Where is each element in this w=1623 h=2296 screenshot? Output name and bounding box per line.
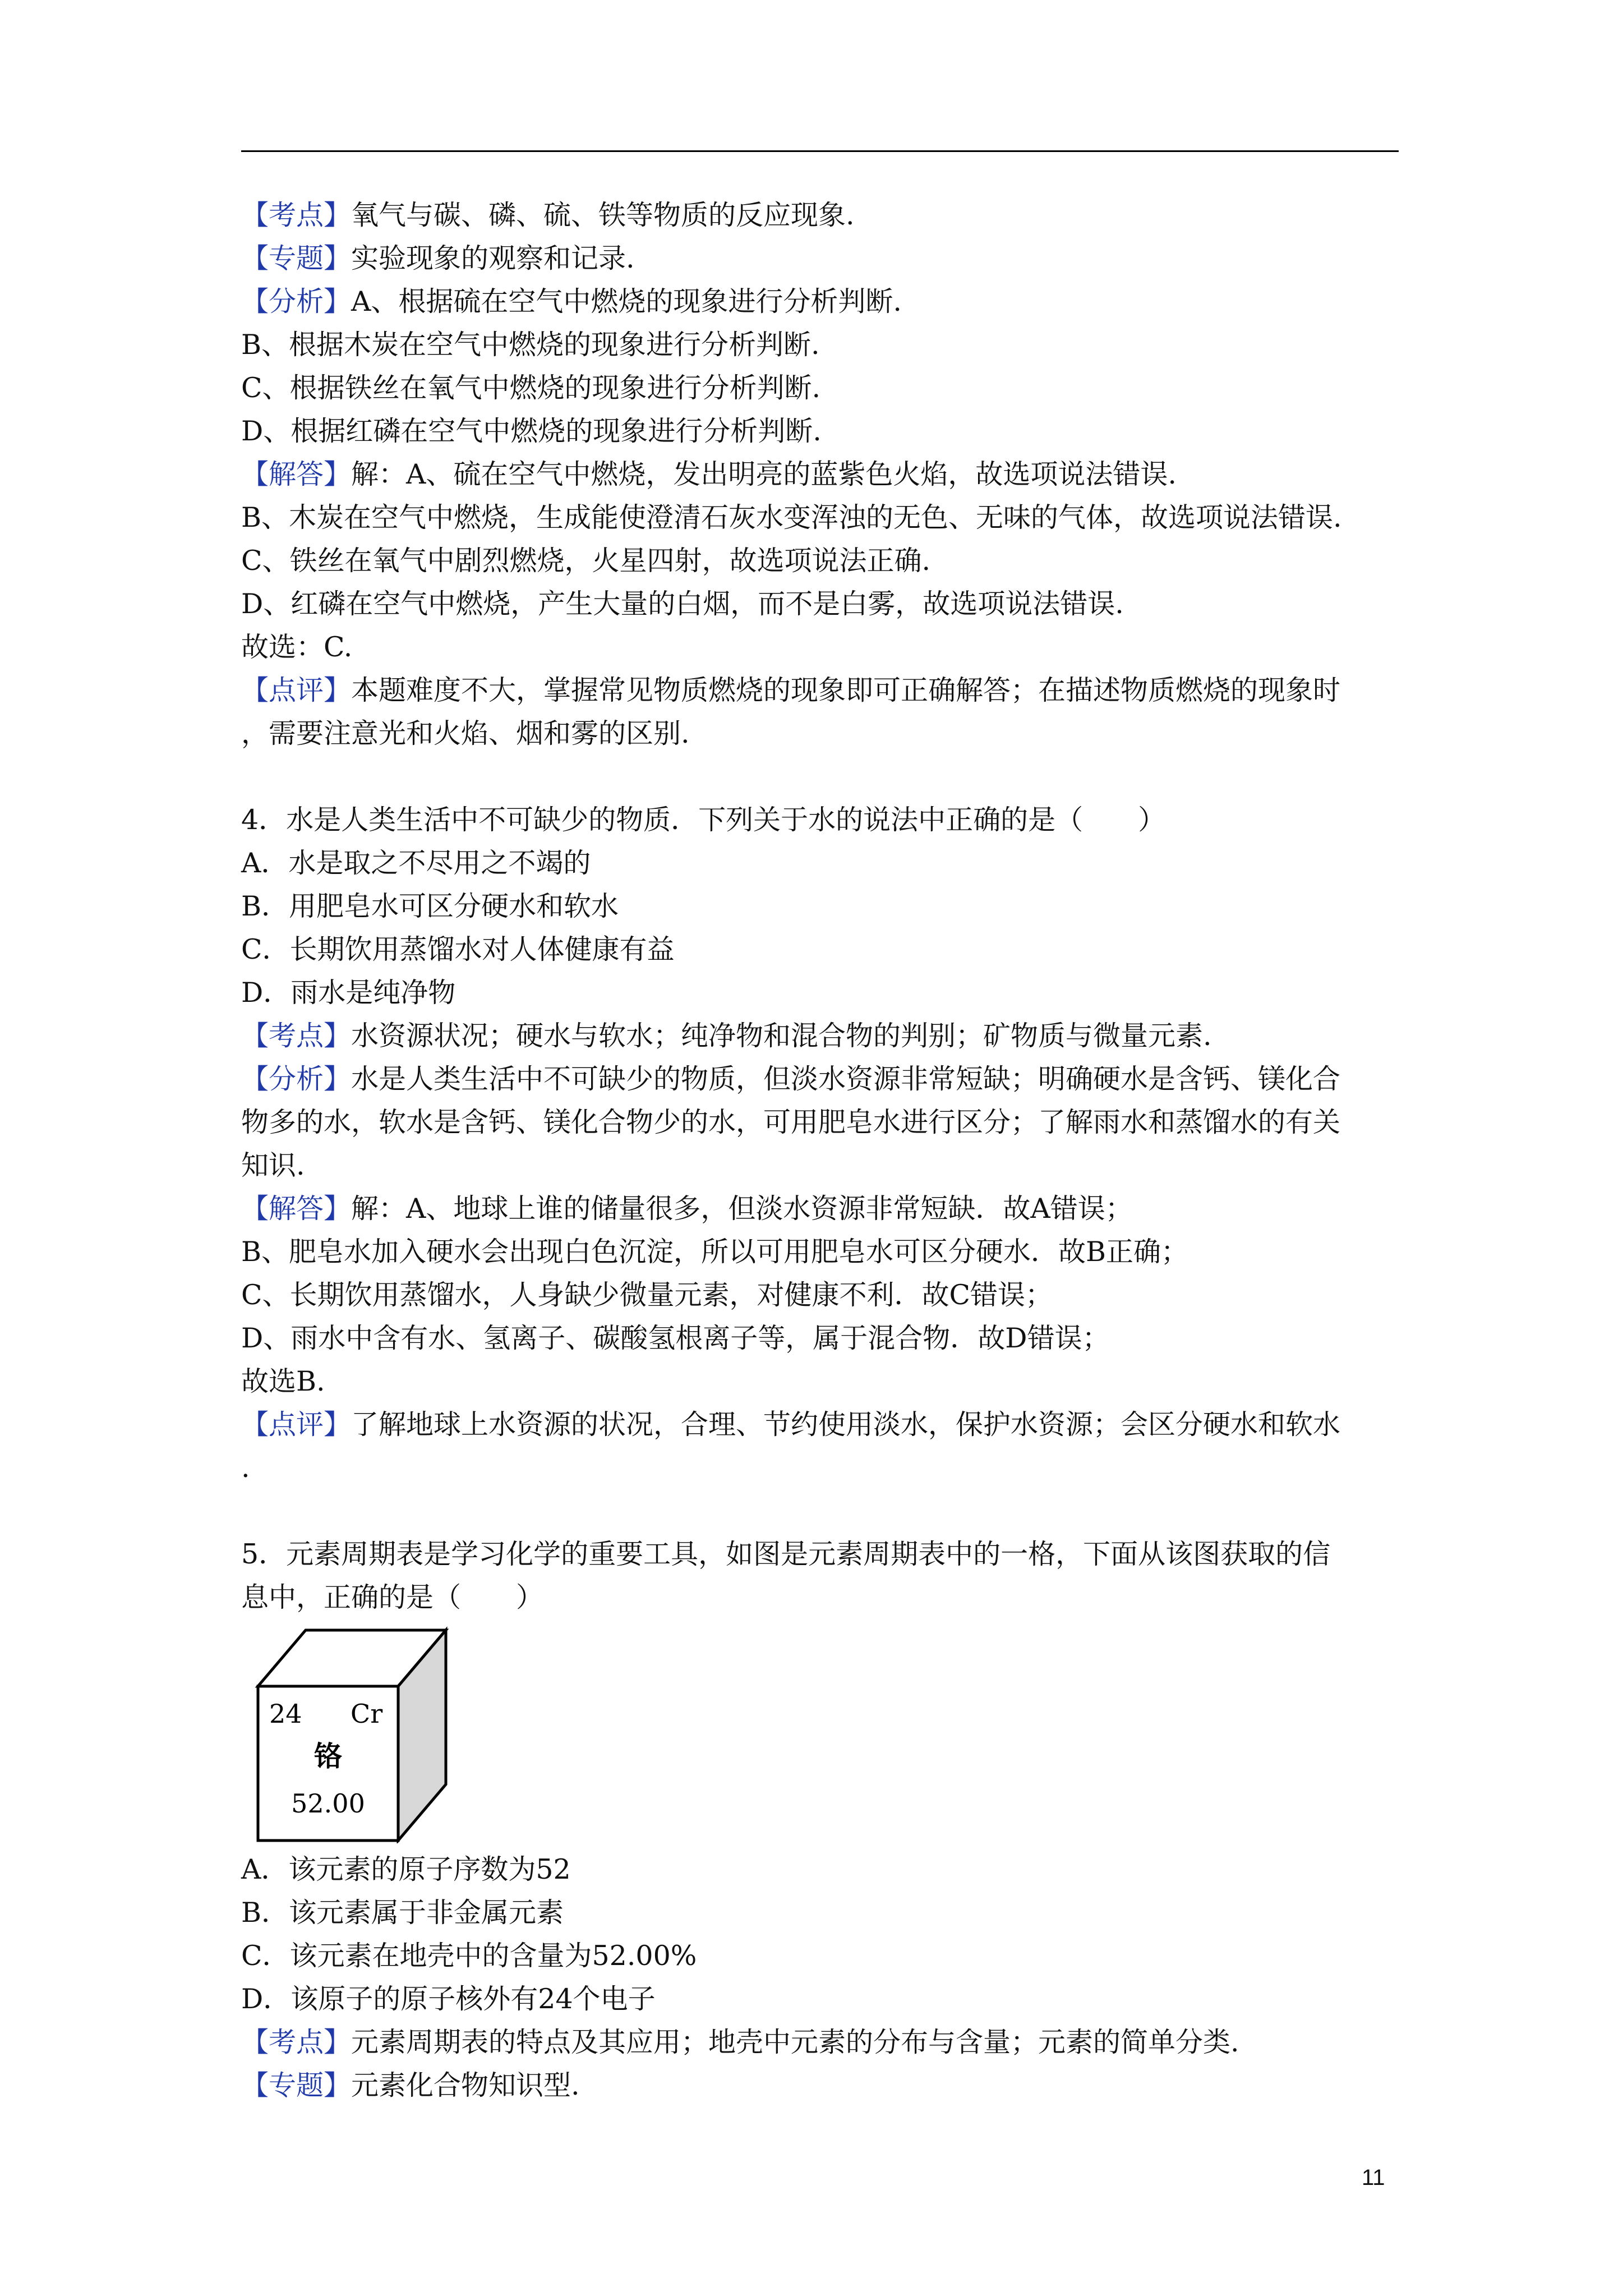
q4-answer: 故选B. <box>241 1365 325 1397</box>
kaodian-text: 水资源状况；硬水与软水；纯净物和混合物的判别；矿物质与微量元素. <box>351 1020 1212 1052</box>
q4-option-b: B．用肥皂水可区分硬水和软水 <box>241 890 619 922</box>
q3-zhuanti <box>241 237 1399 280</box>
q3-fenxi-c: C、根据铁丝在氧气中燃烧的现象进行分析判断. <box>241 372 821 404</box>
q4-fenxi <box>241 1057 1399 1101</box>
element-mass: 52.00 <box>291 1788 365 1819</box>
jieda-text: 解：A、地球上谁的储量很多，但淡水资源非常短缺．故A错误； <box>351 1193 1133 1225</box>
q3-jieda <box>241 453 1399 496</box>
zhuanti-tag: 【专题】 <box>241 2069 352 2101</box>
q5-zhuanti <box>241 2064 1399 2107</box>
q4-jieda-c: C、长期饮用蒸馏水，人身缺少微量元素，对健康不利．故C错误； <box>241 1279 1053 1311</box>
kaodian-tag: 【考点】 <box>241 1020 352 1052</box>
q3-jieda-c: C、铁丝在氧气中剧烈燃烧，火星四射，故选项说法正确. <box>241 545 931 577</box>
fenxi-tag: 【分析】 <box>241 1063 352 1095</box>
element-cube <box>252 1625 454 1843</box>
header-rule <box>241 150 1399 152</box>
q4-dianping <box>241 1403 1399 1446</box>
spacer <box>241 1489 1399 1533</box>
document-page <box>241 194 1399 2107</box>
q3-jieda-b: B、木炭在空气中燃烧，生成能使澄清石灰水变浑浊的无色、无味的气体，故选项说法错误. <box>241 501 1342 533</box>
q4-option-d: D．雨水是纯净物 <box>241 977 456 1009</box>
q3-fenxi-d: D、根据红磷在空气中燃烧的现象进行分析判断. <box>241 415 822 447</box>
q5-option-d: D．该原子的原子核外有24个电子 <box>241 1983 656 2015</box>
jieda-tag: 【解答】 <box>241 1193 352 1225</box>
q3-dianping-2: ，需要注意光和火焰、烟和雾的区别. <box>241 717 690 749</box>
jieda-text: 解：A、硫在空气中燃烧，发出明亮的蓝紫色火焰，故选项说法错误. <box>351 458 1177 490</box>
q4-jieda <box>241 1187 1399 1230</box>
page-number: 11 <box>1362 2165 1385 2190</box>
q3-kaodian <box>241 194 1399 237</box>
q3-fenxi <box>241 280 1399 323</box>
q5-stem-2: 息中，正确的是（ ） <box>241 1581 544 1613</box>
q3-jieda-d: D、红磷在空气中燃烧，产生大量的白烟，而不是白雾，故选项说法错误. <box>241 588 1124 620</box>
q5-option-b: B．该元素属于非金属元素 <box>241 1897 564 1929</box>
q3-answer: 故选：C. <box>241 631 353 663</box>
q5-stem: 5．元素周期表是学习化学的重要工具，如图是元素周期表中的一格，下面从该图获取的信 <box>241 1538 1331 1570</box>
q5-option-a: A．该元素的原子序数为52 <box>241 1853 571 1885</box>
q4-option-c: C．长期饮用蒸馏水对人体健康有益 <box>241 933 675 965</box>
element-symbol: Cr <box>351 1699 383 1729</box>
q4-fenxi-2: 物多的水，软水是含钙、镁化合物少的水，可用肥皂水进行区分；了解雨水和蒸馏水的有关 <box>241 1106 1341 1138</box>
q5-option-c: C．该元素在地壳中的含量为52.00% <box>241 1940 697 1972</box>
dianping-text: 本题难度不大，掌握常见物质燃烧的现象即可正确解答；在描述物质燃烧的现象时 <box>351 674 1341 706</box>
q4-jieda-d: D、雨水中含有水、氢离子、碳酸氢根离子等，属于混合物．故D错误； <box>241 1322 1110 1354</box>
element-atomic-number: 24 <box>269 1699 302 1729</box>
kaodian-text: 元素周期表的特点及其应用；地壳中元素的分布与含量；元素的简单分类. <box>351 2026 1239 2058</box>
kaodian-tag: 【考点】 <box>241 199 352 231</box>
q4-fenxi-3: 知识. <box>241 1149 305 1181</box>
jieda-tag: 【解答】 <box>241 458 352 490</box>
q3-fenxi-b: B、根据木炭在空气中燃烧的现象进行分析判断. <box>241 329 820 361</box>
q5-kaodian <box>241 2021 1399 2064</box>
q4-jieda-b: B、肥皂水加入硬水会出现白色沉淀，所以可用肥皂水可区分硬水．故B正确； <box>241 1236 1189 1268</box>
fenxi-text: 水是人类生活中不可缺少的物质，但淡水资源非常短缺；明确硬水是含钙、镁化合 <box>351 1063 1341 1095</box>
spacer <box>241 755 1399 798</box>
dianping-tag: 【点评】 <box>241 1409 352 1441</box>
q4-option-a: A．水是取之不尽用之不竭的 <box>241 847 591 879</box>
element-name: 铬 <box>314 1740 342 1773</box>
fenxi-text: A、根据硫在空气中燃烧的现象进行分析判断. <box>351 286 902 318</box>
dianping-text: 了解地球上水资源的状况，合理、节约使用淡水，保护水资源；会区分硬水和软水 <box>351 1409 1341 1441</box>
zhuanti-tag: 【专题】 <box>241 242 352 274</box>
q4-dianping-2: . <box>241 1452 250 1484</box>
zhuanti-text: 实验现象的观察和记录. <box>351 242 635 274</box>
fenxi-tag: 【分析】 <box>241 286 352 318</box>
zhuanti-text: 元素化合物知识型. <box>351 2069 580 2101</box>
q3-dianping <box>241 669 1399 712</box>
q4-kaodian <box>241 1014 1399 1057</box>
dianping-tag: 【点评】 <box>241 674 352 706</box>
q4-stem: 4．水是人类生活中不可缺少的物质．下列关于水的说法中正确的是（ ） <box>241 804 1166 836</box>
kaodian-tag: 【考点】 <box>241 2026 352 2058</box>
kaodian-text: 氧气与碳、磷、硫、铁等物质的反应现象. <box>351 199 855 231</box>
element-figure <box>241 1619 1399 1848</box>
